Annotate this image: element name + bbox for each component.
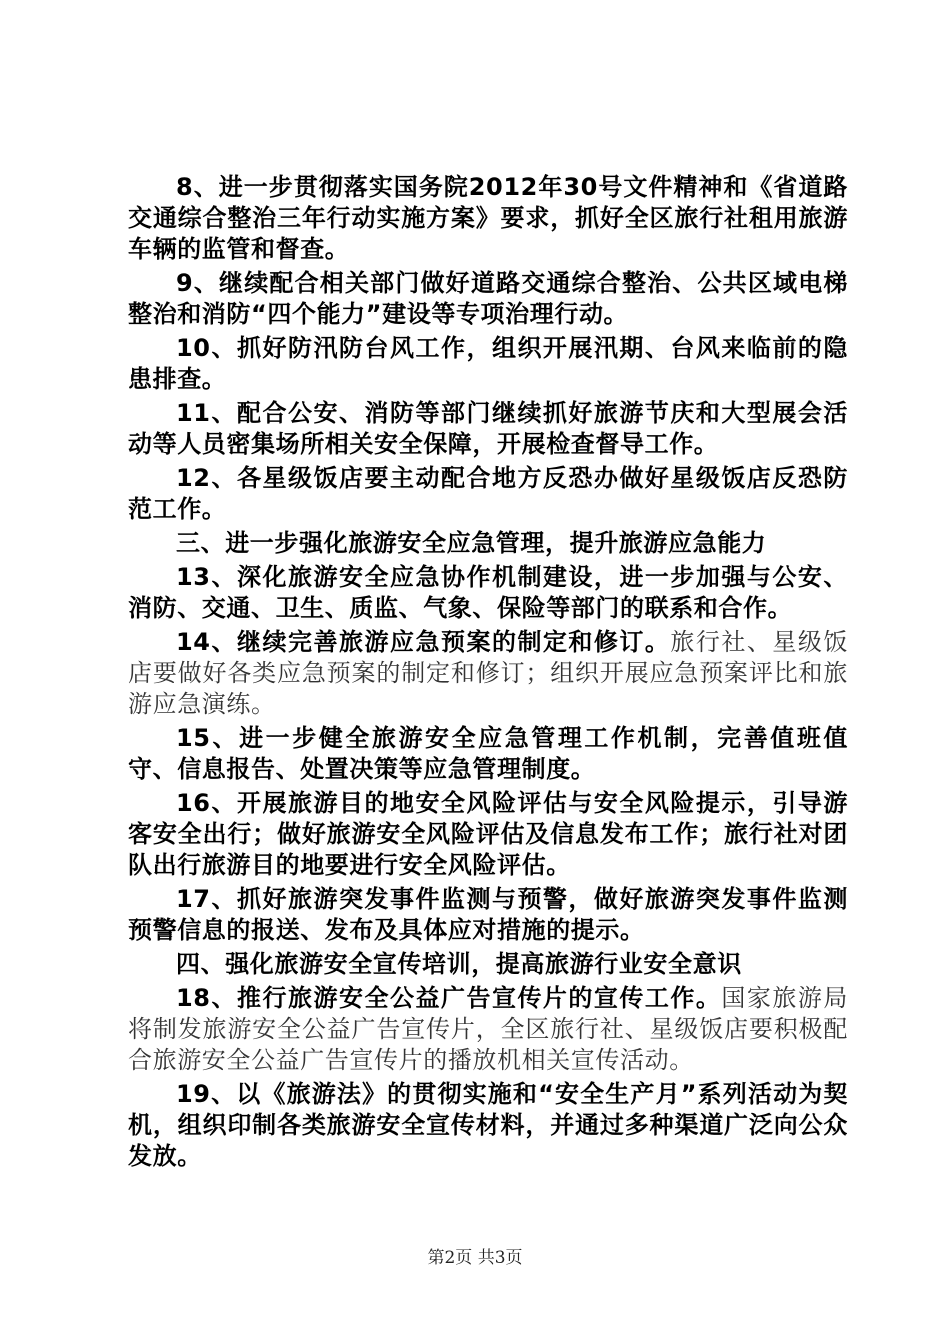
paragraph-text: 9、继续配合相关部门做好道路交通综合整治、公共区域电梯整治和消防“四个能力”建设等专项治理行动。: [128, 269, 848, 328]
paragraph: [128, 398, 848, 460]
paragraph-text: 10、抓好防汛防台风工作，组织开展汛期、台风来临前的隐患排查。: [128, 334, 848, 393]
paragraph-text: 13、深化旅游安全应急协作机制建设，进一步加强与公安、消防、交通、卫生、质监、气象、保险等部门的联系和合作。: [128, 563, 848, 622]
paragraph-text-light: 国家旅游局将制发旅游安全公益广告宣传片，全区旅行社、星级饭店要积极配合旅游安全公益广告宣传片的播放机相关宣传活动。: [128, 984, 848, 1074]
paragraph-text: 16、开展旅游目的地安全风险评估与安全风险提示，引导游客安全出行；做好旅游安全风险评估及信息发布工作；旅行社对团队出行旅游目的地要进行安全风险评估。: [128, 789, 848, 879]
paragraph-text: 15、进一步健全旅游安全应急管理工作机制，完善值班值守、信息报告、处置决策等应急管理制度。: [128, 724, 848, 783]
section-heading-text: 三、进一步强化旅游安全应急管理，提升旅游应急能力: [176, 529, 767, 557]
paragraph-text-light: 旅行社、星级饭店要做好各类应急预案的制定和修订；组织开展应急预案评比和旅游应急演练。: [128, 628, 848, 718]
paragraph: [128, 723, 848, 785]
page-footer: [0, 1243, 950, 1268]
document-body: [128, 172, 848, 1175]
paragraph-text: 12、各星级饭店要主动配合地方反恐办做好星级饭店反恐防范工作。: [128, 464, 848, 523]
page-number-label: 第2页 共3页: [427, 1248, 523, 1268]
paragraph-text: 8、进一步贯彻落实国务院2012年30号文件精神和《省道路交通综合整治三年行动实施方案》要求，抓好全区旅行社租用旅游车辆的监管和督查。: [128, 173, 848, 263]
paragraph-text: 17、抓好旅游突发事件监测与预警，做好旅游突发事件监测预警信息的报送、发布及具体应对措施的提示。: [128, 885, 848, 944]
paragraph: [128, 463, 848, 525]
paragraph-text: 18、推行旅游安全公益广告宣传片的宣传工作。: [176, 984, 722, 1012]
paragraph: [128, 788, 848, 881]
paragraph-text: 14、继续完善旅游应急预案的制定和修订。: [176, 628, 671, 656]
paragraph: [128, 562, 848, 624]
section-heading: [128, 528, 848, 559]
paragraph: [128, 884, 848, 946]
section-heading-text: 四、强化旅游安全宣传培训，提高旅游行业安全意识: [176, 950, 742, 978]
paragraph: [128, 172, 848, 265]
paragraph: [128, 1079, 848, 1172]
section-heading: [128, 949, 848, 980]
paragraph-text: 19、以《旅游法》的贯彻实施和“安全生产月”系列活动为契机，组织印制各类旅游安全宣传材料，并通过多种渠道广泛向公众发放。: [128, 1080, 848, 1170]
paragraph: [128, 268, 848, 330]
paragraph-text: 11、配合公安、消防等部门继续抓好旅游节庆和大型展会活动等人员密集场所相关安全保障，开展检查督导工作。: [128, 399, 848, 458]
paragraph: [128, 333, 848, 395]
paragraph: [128, 627, 848, 720]
paragraph: [128, 983, 848, 1076]
